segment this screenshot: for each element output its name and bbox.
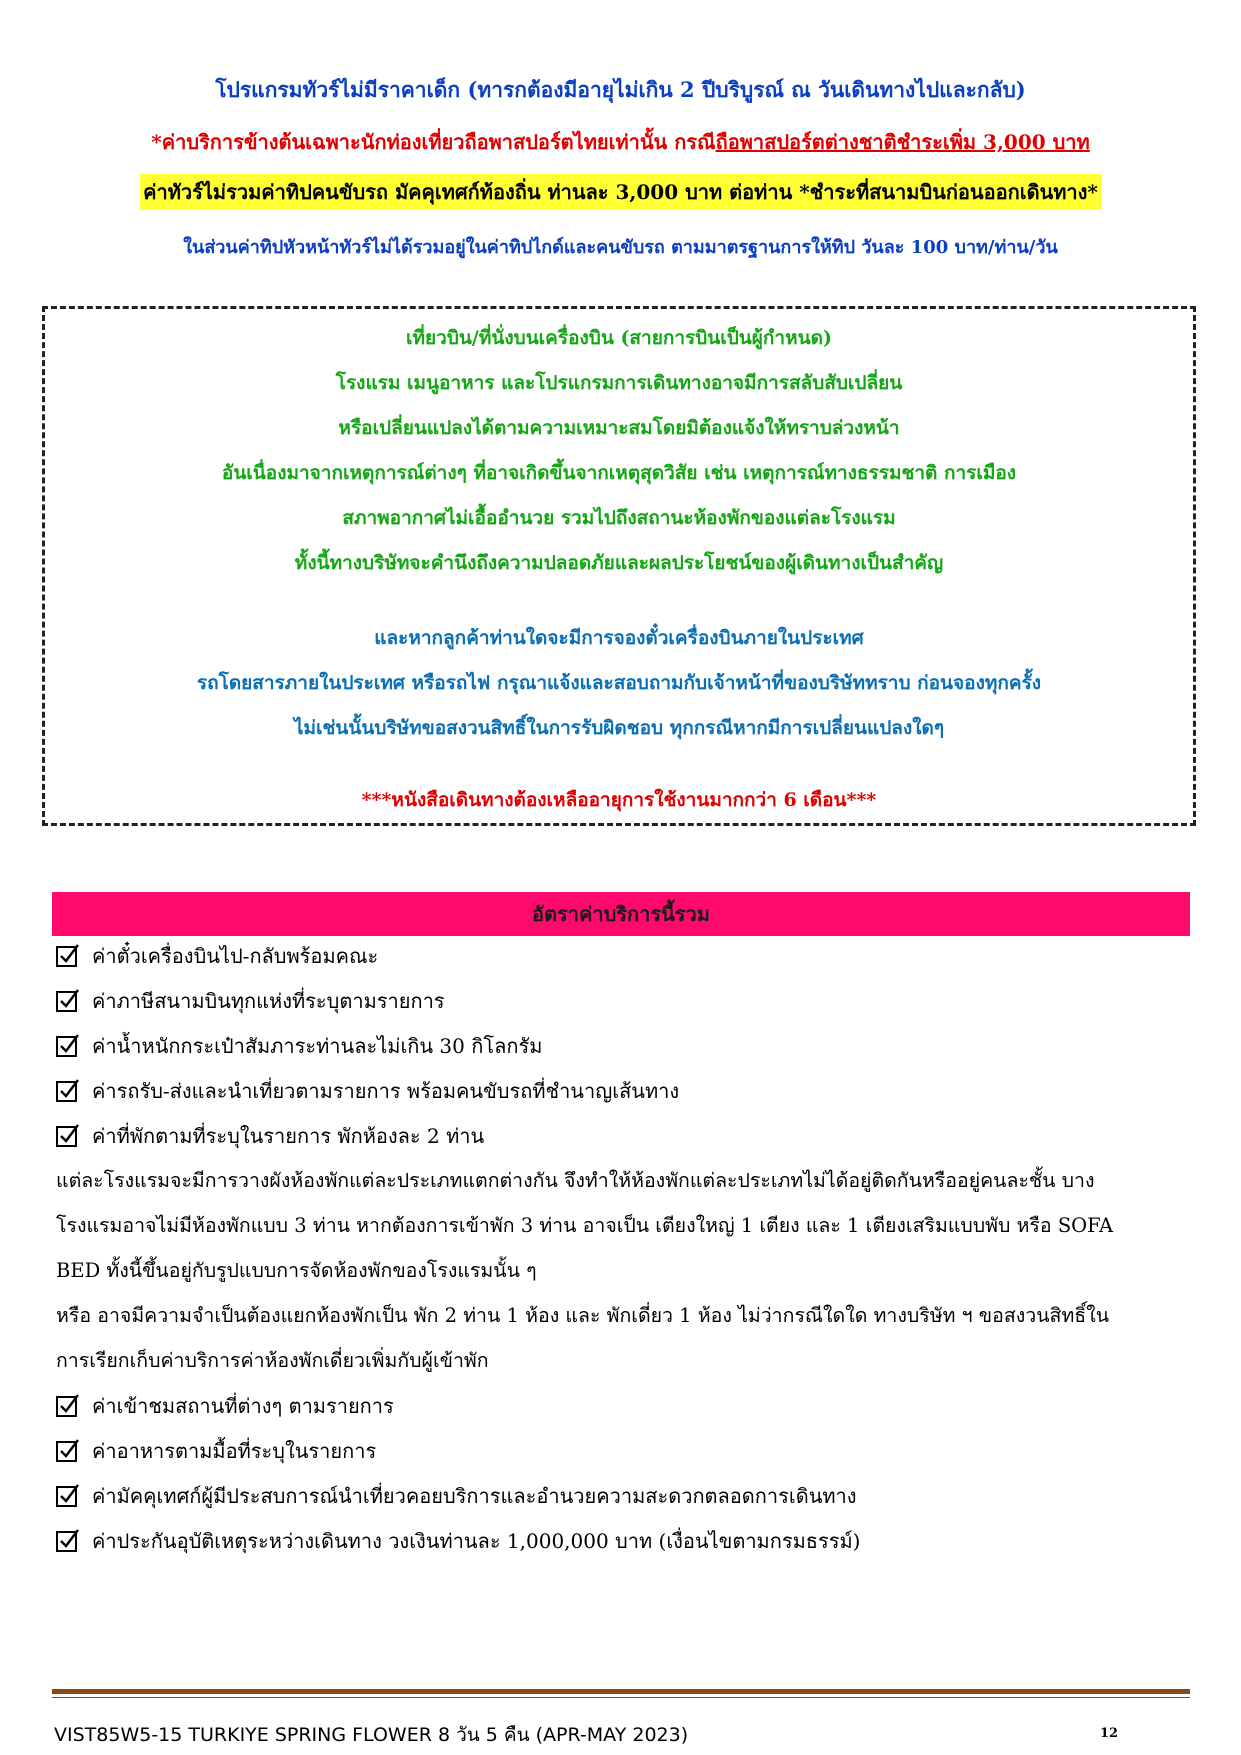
program-code: VIST85W5-15 TURKIYE SPRING FLOWER 8 วัน 5 คืน (APR-MAY 2023) [54, 1724, 689, 1746]
included-item: ค่าน้ำหนักกระเป๋าสัมภาระท่านละไม่เกิน 30 กิโลกรัม [56, 1030, 542, 1062]
paragraph-line: หรือ อาจมีความจำเป็นต้องแยกห้องพักเป็น พัก 2 ท่าน 1 ห้อง และ พักเดี่ยว 1 ห้อง ไม่ว่ากรณีใดใด ทางบริษัท ฯ ขอสงวนสิทธิ์ใน [56, 1304, 1110, 1327]
notice-green-line: สภาพอากาศไม่เอื้ออำนวย รวมไปถึงสถานะห้องพักของแต่ละโรงแรม [342, 507, 896, 529]
paragraph-line: การเรียกเก็บค่าบริการค่าห้องพักเดี่ยวเพิ่มกับผู้เข้าพัก [56, 1349, 489, 1372]
notice-box [42, 306, 1196, 826]
notice-blue-line: และหากลูกค้าท่านใดจะมีการจองตั๋วเครื่องบินภายในประเทศ [374, 627, 864, 649]
included-item: ค่าภาษีสนามบินทุกแห่งที่ระบุตามรายการ [56, 985, 445, 1017]
notice-green-line: โรงแรม เมนูอาหาร และโปรแกรมการเดินทางอาจมีการสลับสับเปลี่ยน [335, 372, 903, 394]
included-item: ค่าประกันอุบัติเหตุระหว่างเดินทาง วงเงินท่านละ 1,000,000 บาท (เงื่อนไขตามกรมธรรม์) [56, 1525, 860, 1557]
included-item: ค่าเข้าชมสถานที่ต่างๆ ตามรายการ [56, 1390, 394, 1422]
page-number: 12 [1100, 1726, 1119, 1741]
checkbox-icon [56, 944, 80, 968]
checkbox-icon [56, 1439, 80, 1463]
passport-note-prefix: *ค่าบริการข้างต้นเฉพาะนักท่องเที่ยวถือพาสปอร์ตไทยเท่านั้น กรณี [151, 130, 716, 154]
tip-note-text: ค่าทัวร์ไม่รวมค่าทิปคนขับรถ มัคคุเทศก์ท้องถิ่น ท่านละ 3,000 บาท ต่อท่าน *ชำระที่สนามบินก่อนออกเดินทาง* [140, 174, 1101, 210]
included-item: ค่ามัคคุเทศก์ผู้มีประสบการณ์นำเที่ยวคอยบริการและอำนวยความสะดวกตลอดการเดินทาง [56, 1480, 857, 1512]
included-item: ค่าที่พักตามที่ระบุในรายการ พักห้องละ 2 ท่าน [56, 1120, 484, 1152]
included-section-title: อัตราค่าบริการนี้รวม [52, 892, 1190, 936]
notice-green-line: อันเนื่องมาจากเหตุการณ์ต่างๆ ที่อาจเกิดขึ้นจากเหตุสุดวิสัย เช่น เหตุการณ์ทางธรรมชาติ การเมือง [221, 462, 1017, 484]
tour-leader-tip-note: ในส่วนค่าทิปหัวหน้าทัวร์ไม่ได้รวมอยู่ในค่าทิปไกด์และคนขับรถ ตามมาตรฐานการให้ทิป วันละ 100 บาท/ท่าน/วัน [183, 237, 1058, 258]
notice-green-line: หรือเปลี่ยนแปลงได้ตามความเหมาะสมโดยมิต้องแจ้งให้ทราบล่วงหน้า [338, 417, 900, 439]
single-room-paragraph [56, 1293, 1185, 1383]
included-item: ค่ารถรับ-ส่งและนำเที่ยวตามรายการ พร้อมคนขับรถที่ชำนาญเส้นทาง [56, 1075, 679, 1107]
tip-note-highlight [40, 176, 1201, 208]
paragraph-line: โรงแรมอาจไม่มีห้องพักแบบ 3 ท่าน หากต้องการเข้าพัก 3 ท่าน อาจเป็น เตียงใหญ่ 1 เตียง และ 1 เตียงเสริมแบบพับ หรือ SOFA [56, 1214, 1114, 1237]
paragraph-line: แต่ละโรงแรมจะมีการวางผังห้องพักแต่ละประเภทแตกต่างกัน จึงทำให้ห้องพักแต่ละประเภทไม่ได้อยู่ติดกันหรืออยู่คนละชั้น บาง [56, 1169, 1095, 1192]
infant-price-note: โปรแกรมทัวร์ไม่มีราคาเด็ก (ทารกต้องมีอายุไม่เกิน 2 ปีบริบูรณ์ ณ วันเดินทางไปและกลับ) [215, 77, 1026, 102]
footer-rule-thin [52, 1697, 1190, 1698]
footer-rule [52, 1689, 1190, 1694]
checkbox-icon [56, 1034, 80, 1058]
checkbox-icon [56, 1529, 80, 1553]
notice-green-line: เที่ยวบิน/ที่นั่งบนเครื่องบิน (สายการบินเป็นผู้กำหนด) [406, 327, 832, 349]
included-item: ค่าอาหารตามมื้อที่ระบุในรายการ [56, 1435, 376, 1467]
checkbox-icon [56, 1484, 80, 1508]
passport-validity-warning: ***หนังสือเดินทางต้องเหลืออายุการใช้งานมากกว่า 6 เดือน*** [361, 789, 877, 811]
passport-surcharge-note [40, 126, 1201, 158]
notice-blue-line: ไม่เช่นนั้นบริษัทขอสงวนสิทธิ์ในการรับผิดชอบ ทุกกรณีหากมีการเปลี่ยนแปลงใดๆ [293, 717, 945, 739]
notice-green-line: ทั้งนี้ทางบริษัทจะคำนึงถึงความปลอดภัยและผลประโยชน์ของผู้เดินทางเป็นสำคัญ [294, 552, 944, 574]
checkbox-icon [56, 1124, 80, 1148]
notice-blue-line: รถโดยสารภายในประเทศ หรือรถไฟ กรุณาแจ้งและสอบถามกับเจ้าหน้าที่ของบริษัททราบ ก่อนจองทุกครั้ง [196, 672, 1042, 694]
paragraph-line: BED ทั้งนี้ขึ้นอยู่กับรูปแบบการจัดห้องพักของโรงแรมนั้น ๆ [56, 1259, 537, 1282]
room-arrangement-paragraph [56, 1158, 1185, 1293]
checkbox-icon [56, 989, 80, 1013]
passport-note-underlined: ถือพาสปอร์ตต่างชาติชำระเพิ่ม 3,000 บาท [715, 130, 1090, 154]
included-item: ค่าตั๋วเครื่องบินไป-กลับพร้อมคณะ [56, 940, 378, 972]
checkbox-icon [56, 1079, 80, 1103]
checkbox-icon [56, 1394, 80, 1418]
